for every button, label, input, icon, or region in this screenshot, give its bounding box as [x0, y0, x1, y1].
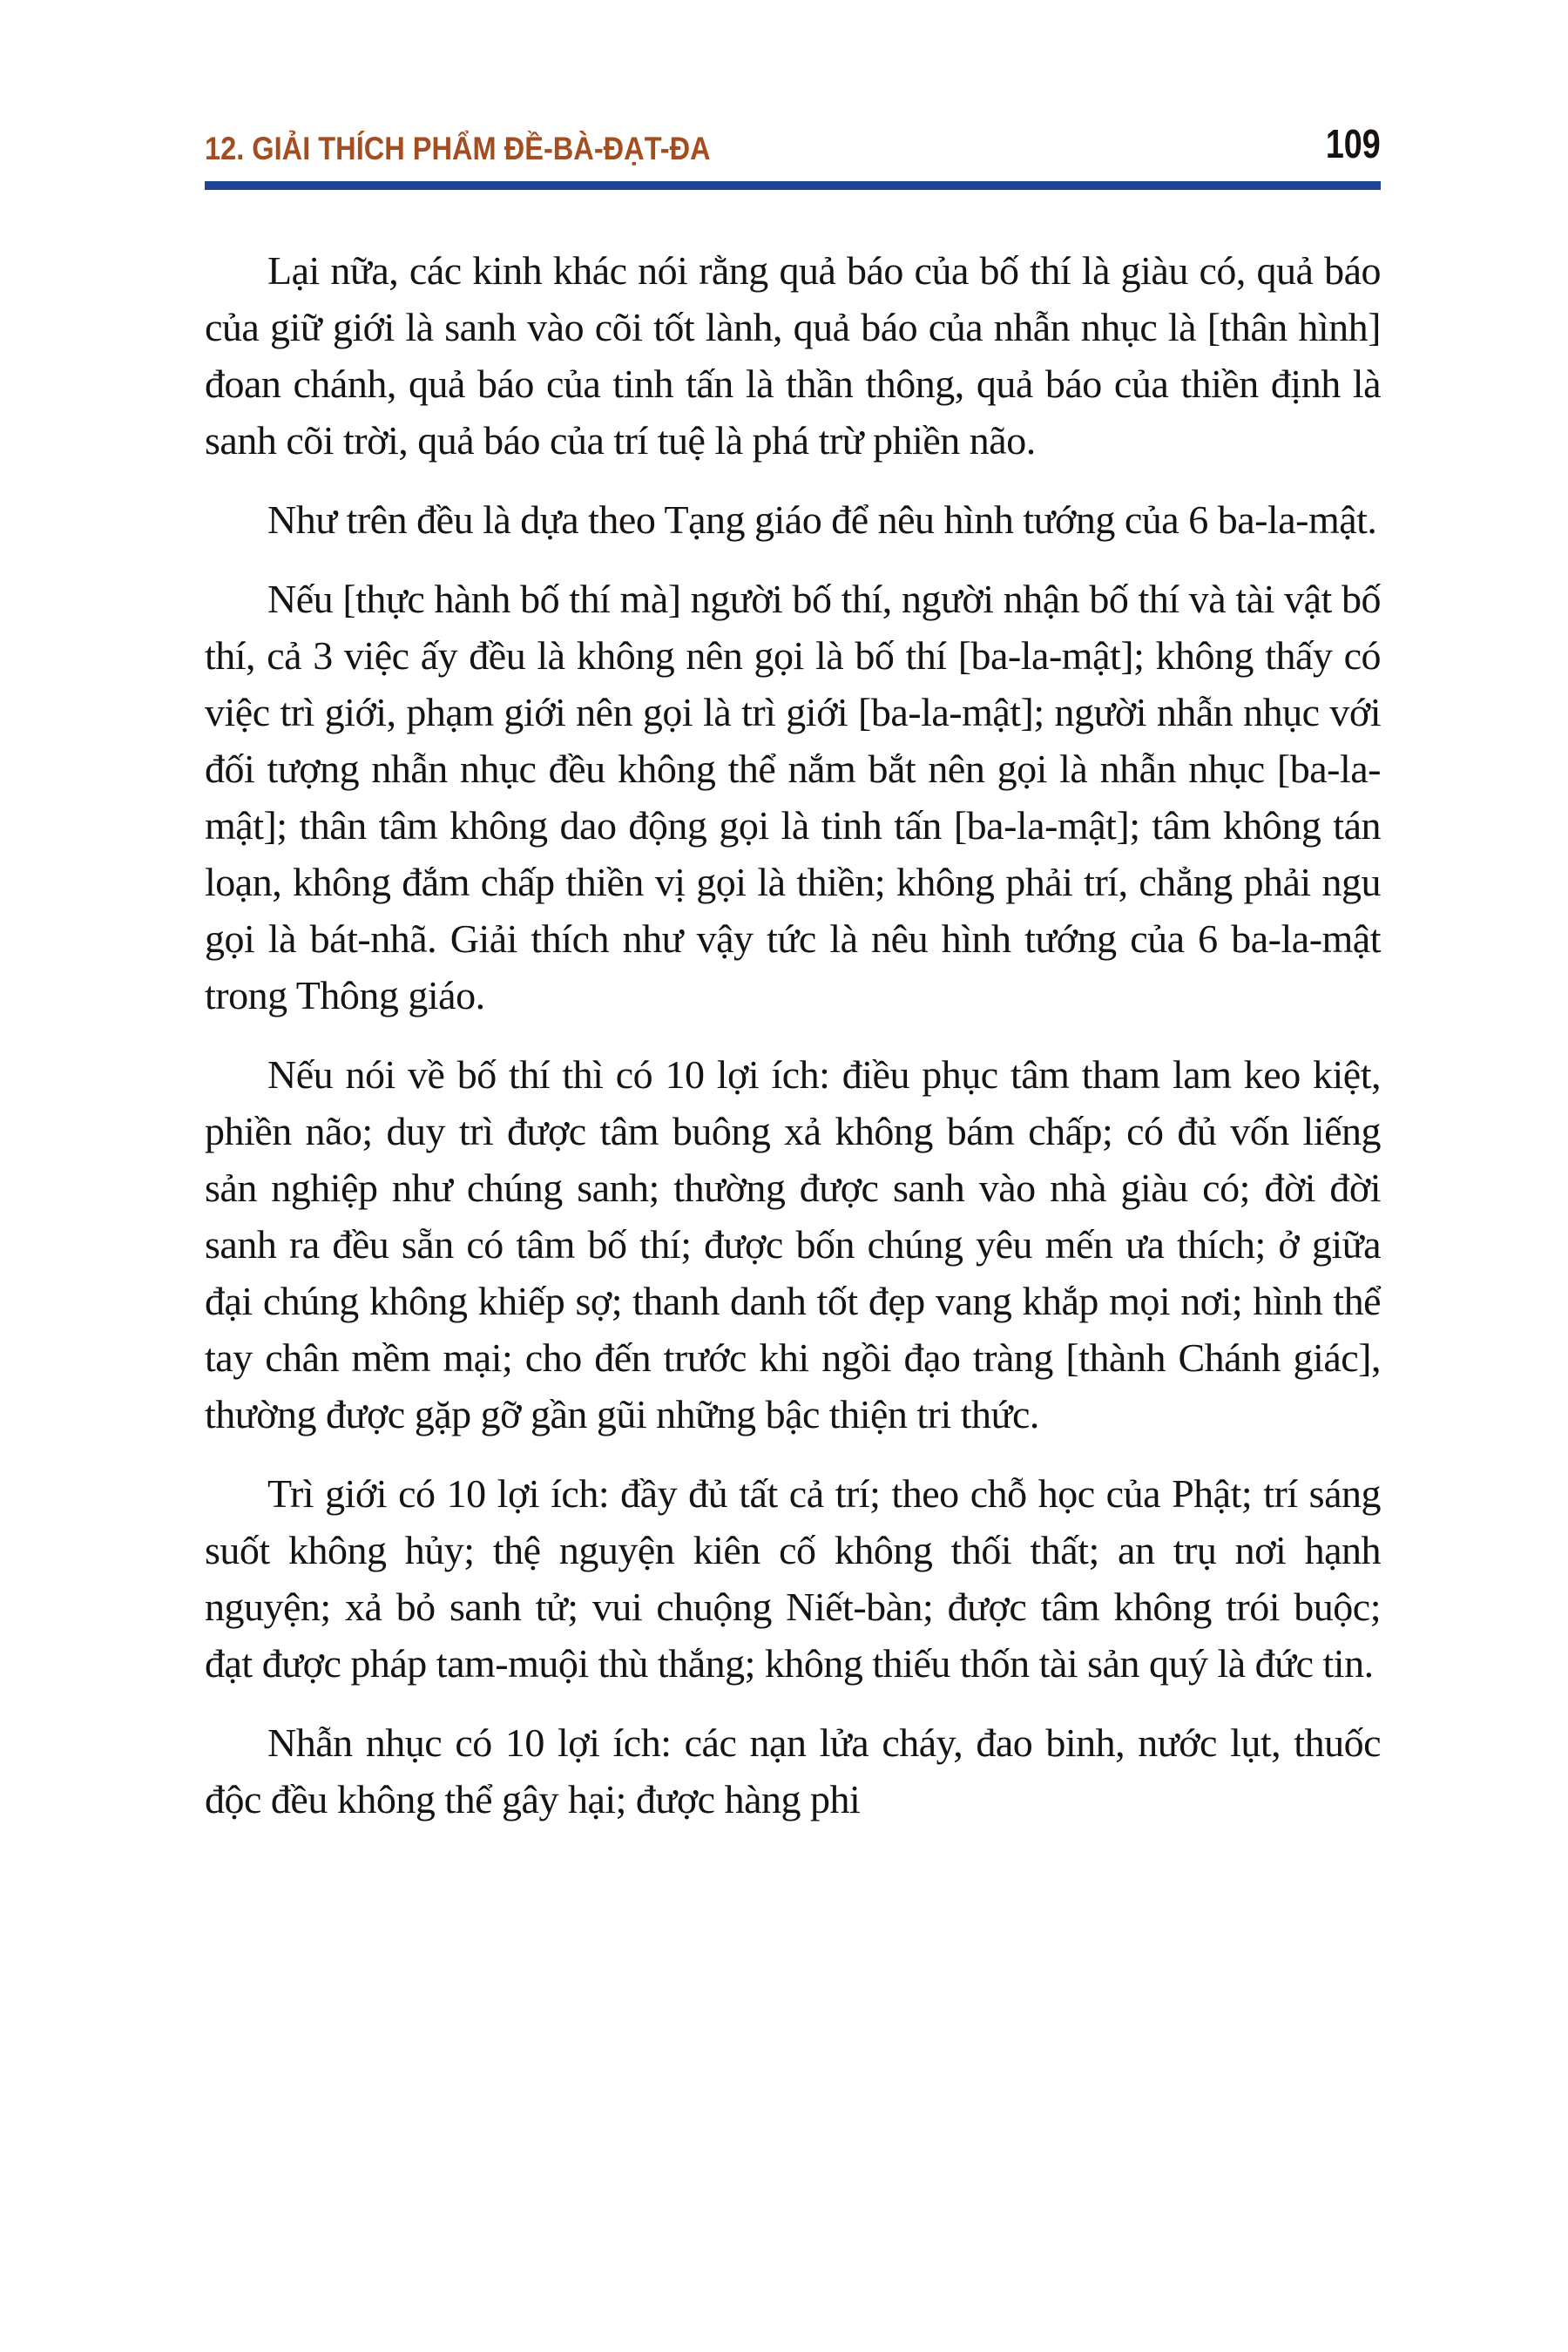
page-header: [205, 113, 1381, 167]
paragraph: Nhẫn nhục có 10 lợi ích: các nạn lửa cháy, đao binh, nước lụt, thuốc độc đều không thể gây hại; được hàng phi: [205, 1720, 1381, 1821]
paragraph: Lại nữa, các kinh khác nói rằng quả báo của bố thí là giàu có, quả báo của giữ giới là sanh vào cõi tốt lành, quả báo của nhẫn nhục là [thân hình] đoan chánh, quả báo của tinh tấn là thần thông, quả báo của thiền định là sanh cõi trời, quả báo của trí tuệ là phá trừ phiền não.: [205, 248, 1381, 463]
page-number: 109: [1326, 121, 1381, 166]
paragraph: Trì giới có 10 lợi ích: đầy đủ tất cả trí; theo chỗ học của Phật; trí sáng suốt không hủy; thệ nguyện kiên cố không thối thất; an trụ nơi hạnh nguyện; xả bỏ sanh tử; vui chuộng Niết-bàn; được tâm không trói buộc; đạt được pháp tam-muội thù thắng; không thiếu thốn tài sản quý là đức tin.: [205, 1471, 1381, 1686]
chapter-title: 12. GIẢI THÍCH PHẨM ĐỀ-BÀ-ĐẠT-ĐA: [205, 131, 711, 166]
page-content: [205, 113, 1381, 1828]
body-text: [205, 242, 1381, 1828]
paragraph: Nếu [thực hành bố thí mà] người bố thí, người nhận bố thí và tài vật bố thí, cả 3 việc ấy đều là không nên gọi là bố thí [ba-la-mật]; không thấy có việc trì giới, phạm giới nên gọi là trì giới [ba-la-mật]; người nhẫn nhục với đối tượng nhẫn nhục đều không thể nắm bắt nên gọi là nhẫn nhục [ba-la-mật]; thân tâm không dao động gọi là tinh tấn [ba-la-mật]; tâm không tán loạn, không đắm chấp thiền vị gọi là thiền; không phải trí, chẳng phải ngu gọi là bát-nhã. Giải thích như vậy tức là nêu hình tướng của 6 ba-la-mật trong Thông giáo.: [205, 577, 1381, 1017]
paragraph: Nếu nói về bố thí thì có 10 lợi ích: điều phục tâm tham lam keo kiệt, phiền não; duy trì được tâm buông xả không bám chấp; có đủ vốn liếng sản nghiệp như chúng sanh; thường được sanh vào nhà giàu có; đời đời sanh ra đều sẵn có tâm bố thí; được bốn chúng yêu mến ưa thích; ở giữa đại chúng không khiếp sợ; thanh danh tốt đẹp vang khắp mọi nơi; hình thể tay chân mềm mại; cho đến trước khi ngồi đạo tràng [thành Chánh giác], thường được gặp gỡ gần gũi những bậc thiện tri thức.: [205, 1052, 1381, 1436]
paragraph: Như trên đều là dựa theo Tạng giáo để nêu hình tướng của 6 ba-la-mật.: [267, 497, 1377, 542]
header-rule-divider: [205, 181, 1381, 190]
